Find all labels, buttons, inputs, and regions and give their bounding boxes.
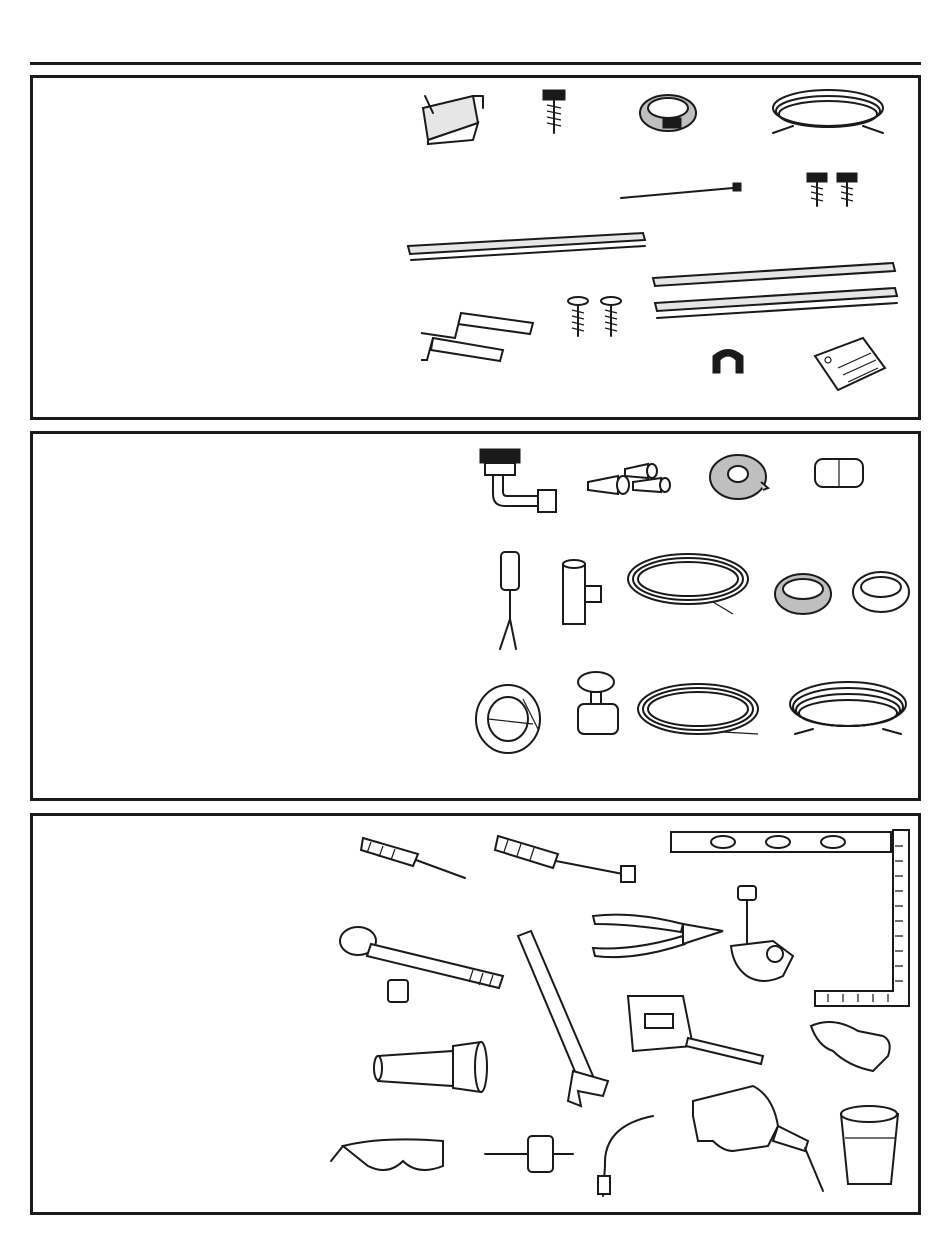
parts-supplied-illustrations bbox=[33, 78, 918, 417]
drain-tee-icon bbox=[563, 560, 601, 624]
rail-pair-icon bbox=[653, 263, 897, 318]
braided-hose-icon bbox=[790, 682, 906, 734]
bracket-icon bbox=[423, 96, 483, 144]
instruction-tag-icon bbox=[815, 338, 885, 390]
side-rail-icon bbox=[408, 233, 645, 260]
hex-screw-icon bbox=[543, 90, 565, 133]
power-cord-icon bbox=[500, 552, 519, 649]
safety-glasses-icon bbox=[331, 1139, 443, 1170]
shutoff-valve-icon bbox=[578, 672, 618, 734]
carpenter-square-icon bbox=[815, 830, 909, 1006]
tubing-cutter-icon bbox=[731, 886, 793, 981]
cable-tie-icon bbox=[621, 183, 741, 198]
tools-needed-panel bbox=[30, 813, 921, 1215]
drain-hose-icon bbox=[773, 90, 883, 133]
hose-clamp-icon bbox=[640, 95, 696, 131]
coupling-icon bbox=[815, 459, 863, 487]
tape-roll-icon bbox=[710, 455, 768, 499]
tools-needed-illustrations bbox=[33, 816, 918, 1212]
pliers-icon bbox=[593, 915, 723, 958]
level-icon bbox=[671, 832, 891, 852]
hole-saw-icon bbox=[485, 1136, 573, 1172]
electric-drill-icon bbox=[598, 1086, 823, 1196]
flashlight-icon bbox=[374, 1042, 487, 1092]
copper-tubing-icon bbox=[628, 554, 748, 614]
ratchet-socket-icon bbox=[340, 927, 503, 1002]
junction-box-icon bbox=[476, 685, 540, 753]
tubing-coil-icon bbox=[638, 684, 758, 734]
mounting-bracket-pair-icon bbox=[421, 313, 533, 361]
phillips-screwdriver-icon bbox=[361, 838, 465, 878]
clamps-icon bbox=[775, 572, 909, 614]
parts-supplied-panel bbox=[30, 75, 921, 420]
adjustable-wrench-icon bbox=[518, 931, 608, 1106]
parts-needed-panel bbox=[30, 431, 921, 801]
elbow-fitting-icon bbox=[480, 449, 556, 512]
wire-nuts-icon bbox=[588, 464, 670, 494]
gloves-icon bbox=[811, 1022, 890, 1071]
screw-pair-icon bbox=[807, 173, 857, 206]
parts-needed-illustrations bbox=[33, 434, 918, 798]
tube-clip-icon bbox=[713, 350, 743, 374]
nut-driver-icon bbox=[495, 836, 635, 882]
tape-measure-icon bbox=[628, 996, 763, 1064]
phillips-screw-pair-icon bbox=[568, 297, 621, 336]
header-rule bbox=[30, 62, 921, 65]
cup-of-water-icon bbox=[841, 1106, 898, 1184]
